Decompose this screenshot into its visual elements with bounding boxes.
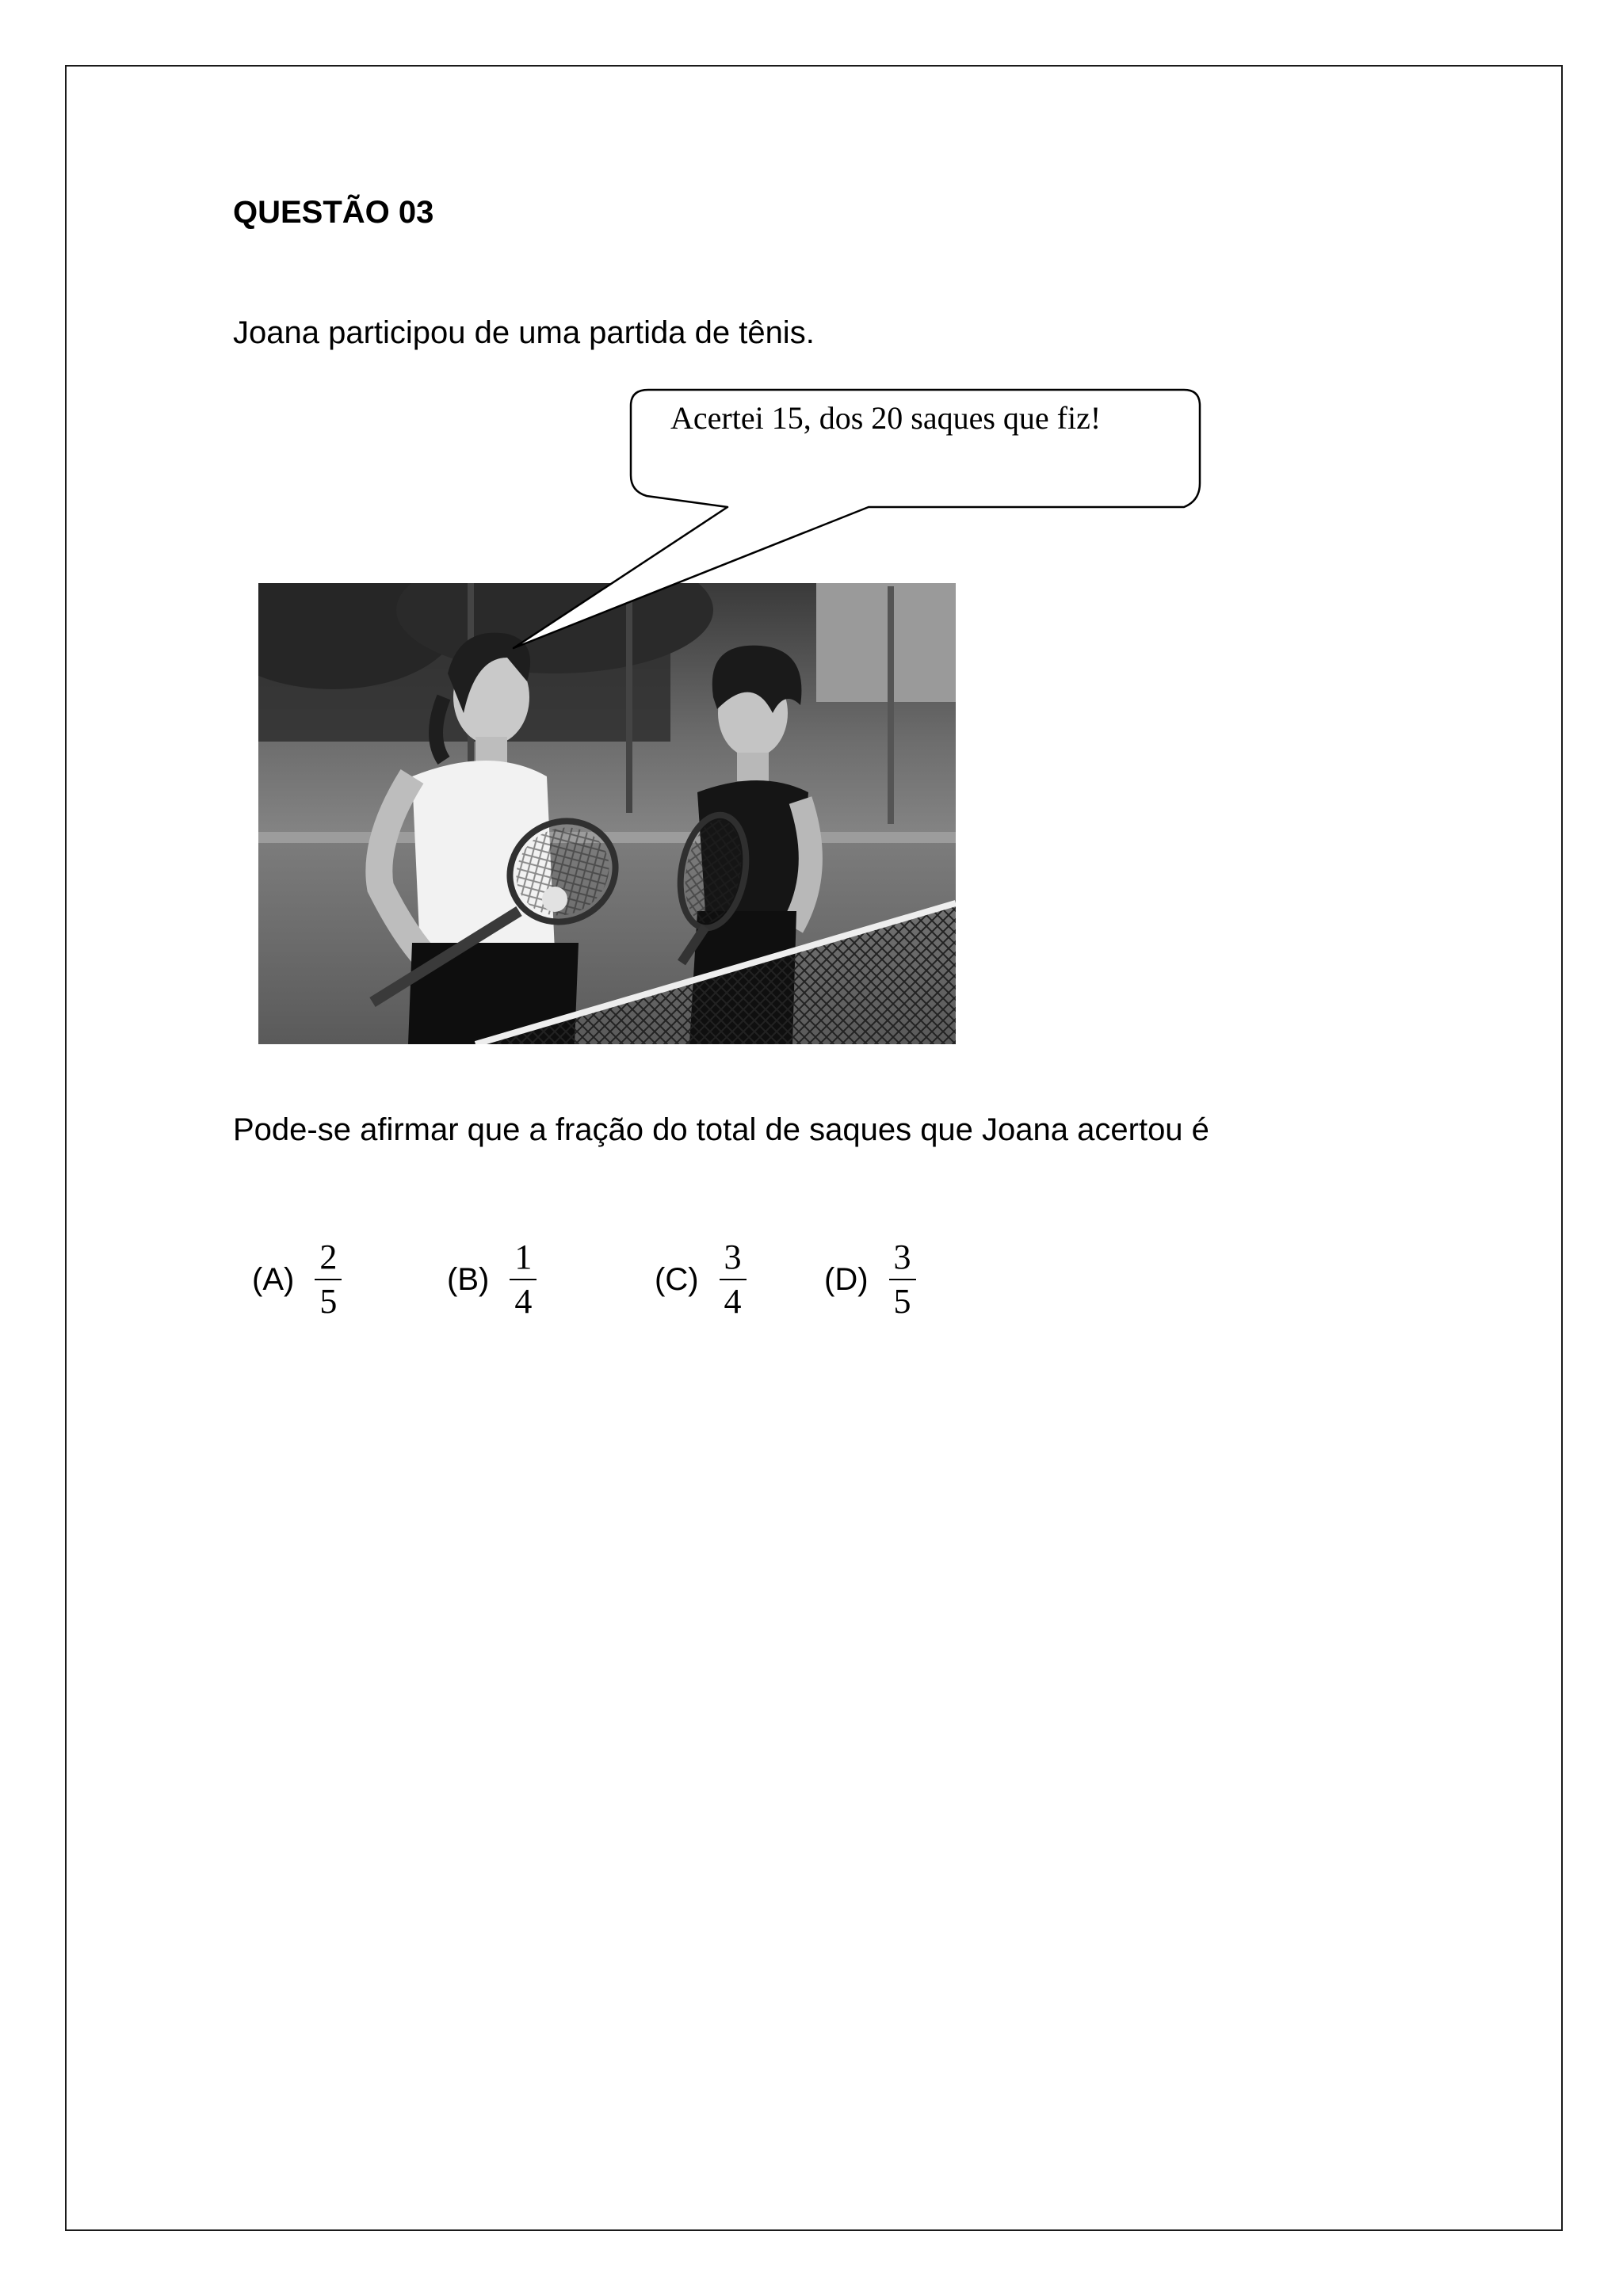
option-c-denominator: 4: [724, 1282, 742, 1321]
option-c-fraction: [720, 1238, 747, 1322]
option-c-numerator: 3: [720, 1238, 747, 1280]
option-d[interactable]: [824, 1236, 916, 1323]
option-b-fraction: [510, 1238, 537, 1322]
option-d-fraction: [889, 1238, 916, 1322]
option-b-numerator: 1: [510, 1238, 537, 1280]
option-d-label: (D): [824, 1262, 869, 1297]
option-a-fraction: [315, 1238, 342, 1322]
option-a-label: (A): [252, 1262, 295, 1297]
question-intro: Joana participou de uma partida de tênis.: [233, 315, 815, 350]
option-a-denominator: 5: [319, 1282, 338, 1321]
option-a-numerator: 2: [315, 1238, 342, 1280]
option-b[interactable]: [447, 1236, 537, 1323]
option-b-label: (B): [447, 1262, 490, 1297]
option-b-denominator: 4: [514, 1282, 533, 1321]
option-a[interactable]: [252, 1236, 342, 1323]
option-c-label: (C): [655, 1262, 699, 1297]
option-c[interactable]: [655, 1236, 747, 1323]
option-d-denominator: 5: [893, 1282, 911, 1321]
option-d-numerator: 3: [889, 1238, 916, 1280]
question-prompt: Pode-se afirmar que a fração do total de saques que Joana acertou é: [233, 1112, 1209, 1147]
question-title: QUESTÃO 03: [233, 195, 434, 230]
speech-bubble-text: Acertei 15, dos 20 saques que fiz!: [670, 400, 1102, 436]
